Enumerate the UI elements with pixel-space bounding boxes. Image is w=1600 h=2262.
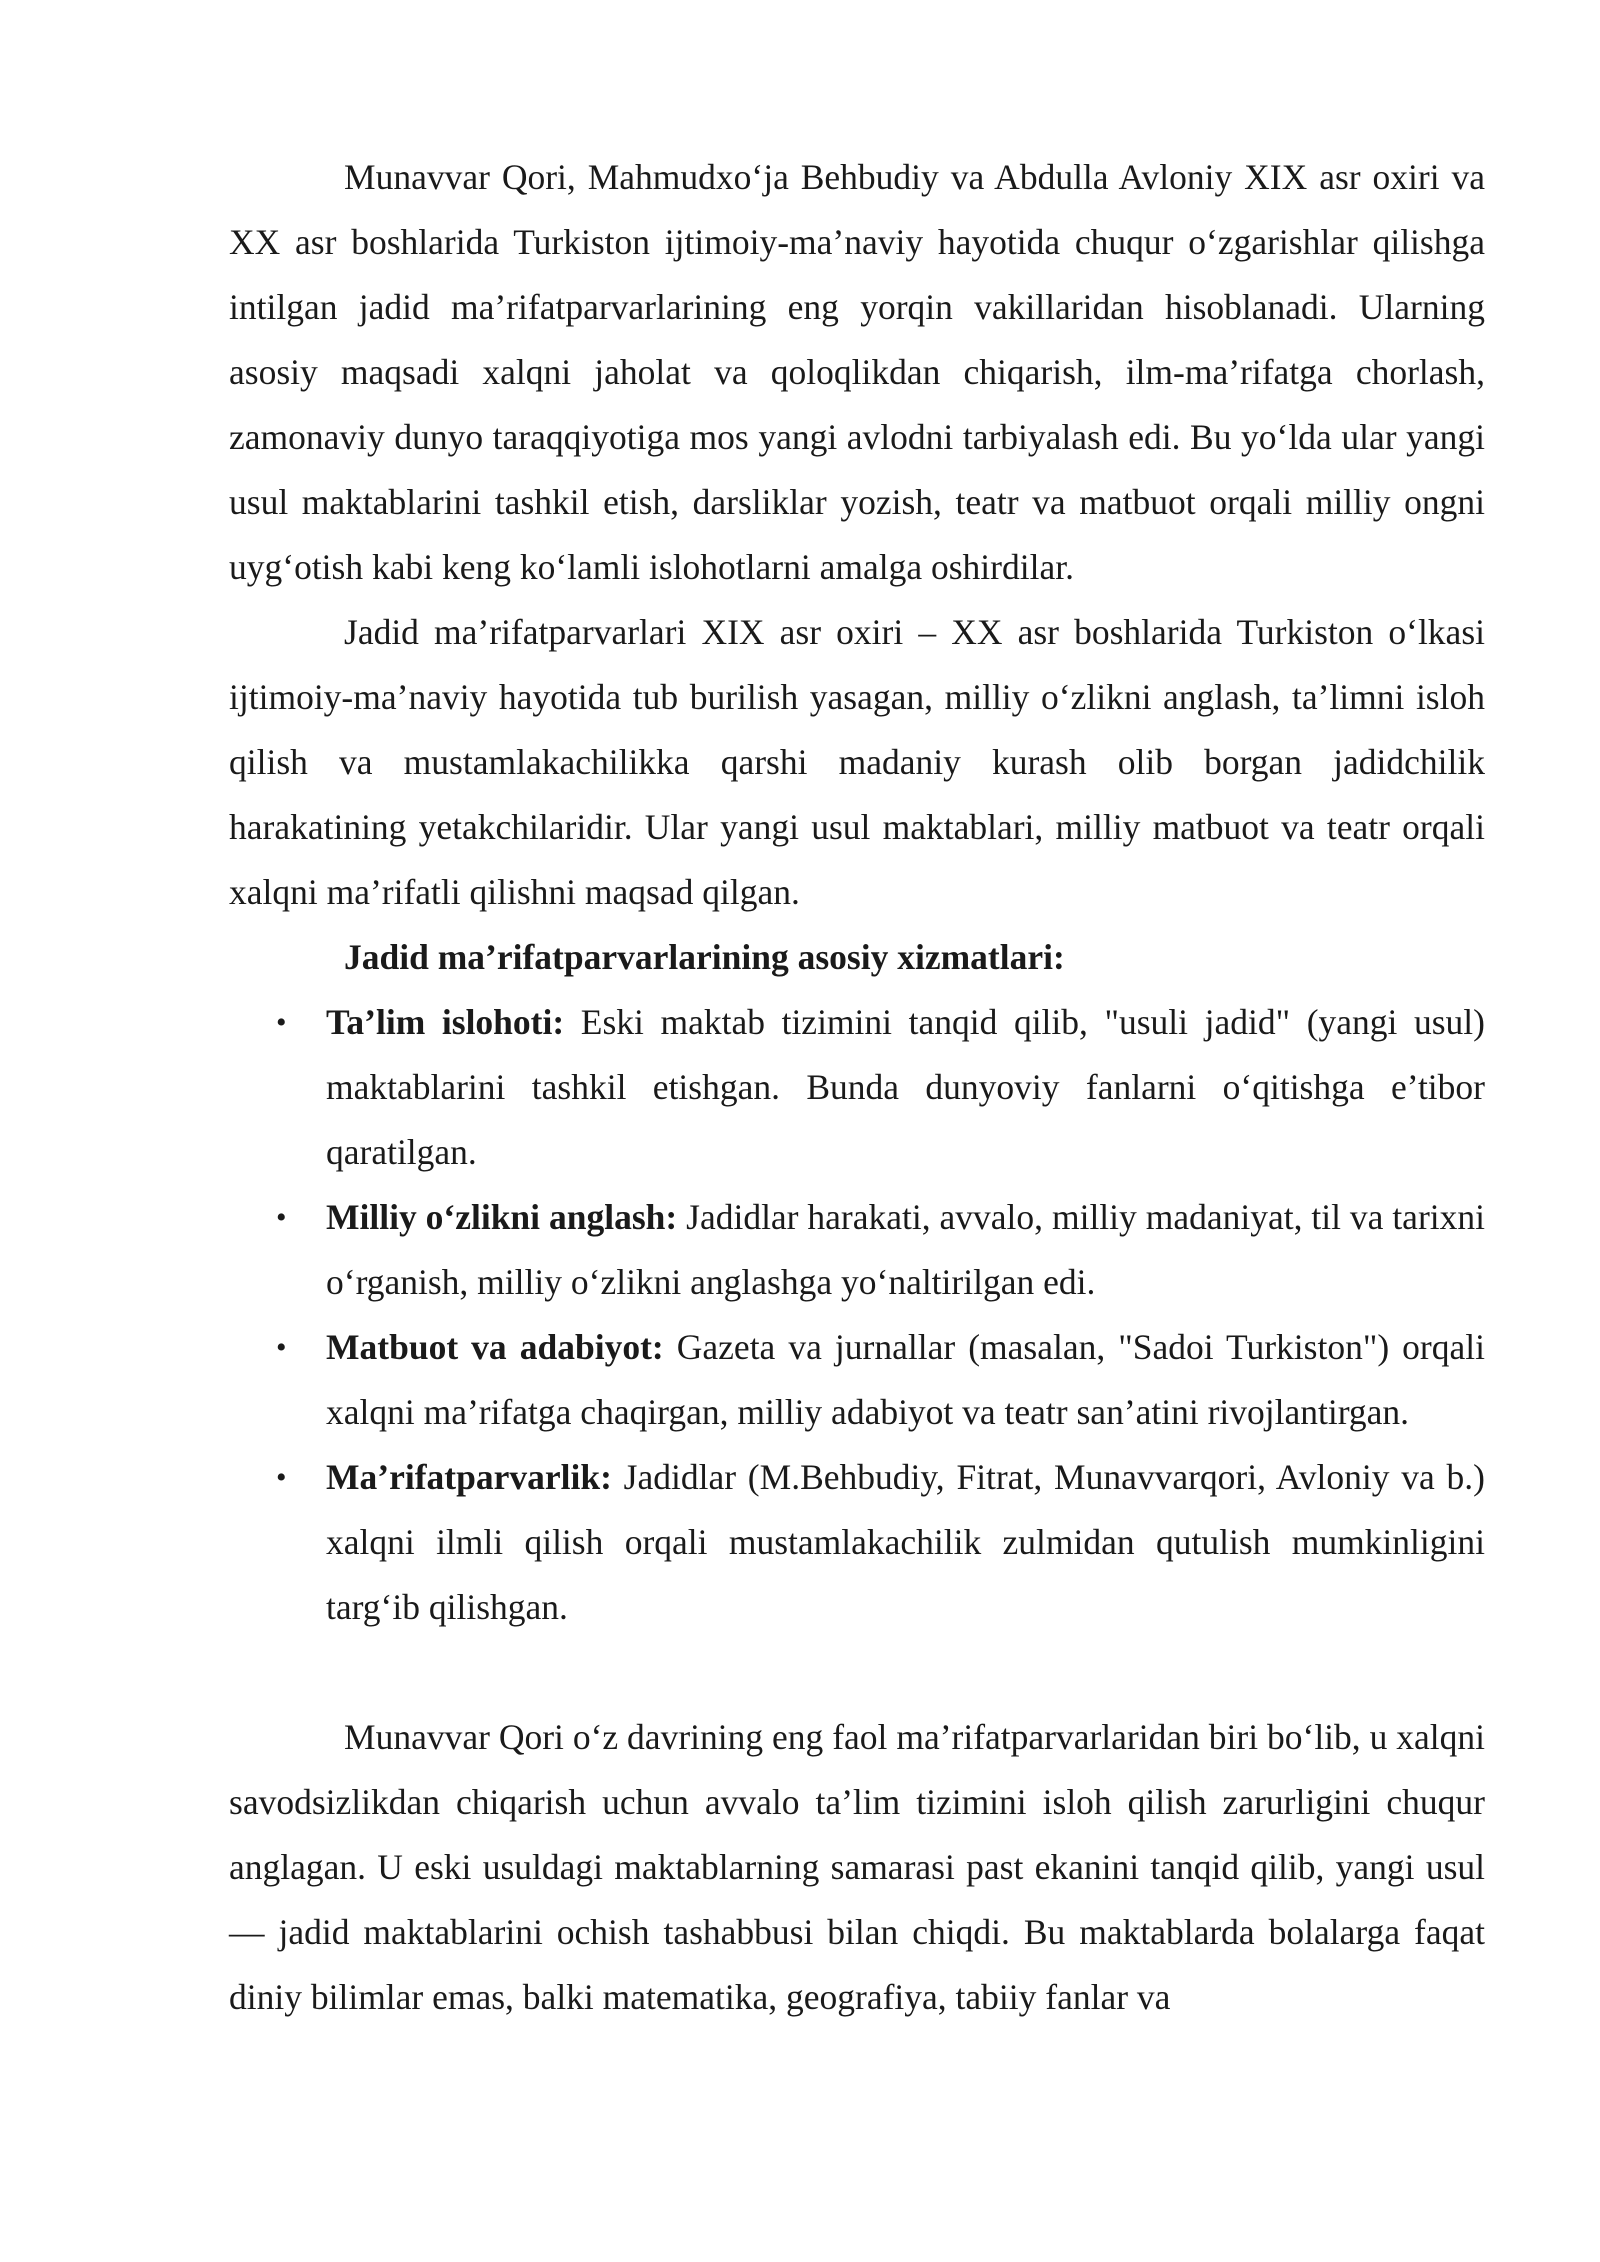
section-heading: Jadid ma’rifatparvarlarining asosiy xizmatlari: xyxy=(344,937,1065,977)
bullet-icon: • xyxy=(276,1331,287,1364)
list-item-text: Eski maktab tizimini tanqid qilib, "usuli jadid" (yangi usul) maktablarini tashkil etishgan. Bunda dunyoviy fanlarni o‘qitishga e’tibor qaratilgan. xyxy=(326,1002,1485,1172)
list-item-term: Ma’rifatparvarlik: xyxy=(326,1457,612,1497)
list-item xyxy=(229,1315,1485,1445)
list-item xyxy=(229,1185,1485,1315)
list-item-term: Matbuot va adabiyot: xyxy=(326,1327,664,1367)
list-item xyxy=(229,1445,1485,1640)
list-item-text: Gazeta va jurnallar (masalan, "Sadoi Turkiston") orqali xalqni ma’rifatga chaqirgan, milliy adabiyot va teatr san’atini rivojlantirgan. xyxy=(326,1327,1485,1432)
bullet-icon: • xyxy=(276,1006,287,1039)
list-item-text: Jadidlar harakati, avvalo, milliy madaniyat, til va tarixni o‘rganish, milliy o‘zlikni anglashga yo‘naltirilgan edi. xyxy=(326,1197,1485,1302)
paragraph-jadid-overview: Jadid ma’rifatparvarlari XIX asr oxiri – XX asr boshlarida Turkiston o‘lkasi ijtimoiy-ma’naviy hayotida tub burilish yasagan, milliy o‘zlikni anglash, ta’limni isloh qilish va mustamlakachilikka qarshi madaniy kurash olib borgan jadidchilik harakatining yetakchilaridir. Ular yangi usul maktablari, milliy matbuot va teatr orqali xalqni ma’rifatli qilishni maqsad qilgan. xyxy=(229,612,1485,912)
list-item-text: Jadidlar (M.Behbudiy, Fitrat, Munavvarqori, Avloniy va b.) xalqni ilmli qilish orqali mustamlakachilik zulmidan qutulish mumkinligini targ‘ib qilishgan. xyxy=(326,1457,1485,1627)
bullet-icon: • xyxy=(276,1461,287,1494)
list-item-term: Ta’lim islohoti: xyxy=(326,1002,565,1042)
document-body xyxy=(229,145,1485,2030)
paragraph-munavvar-qori: Munavvar Qori o‘z davrining eng faol ma’rifatparvarlaridan biri bo‘lib, u xalqni savodsizlikdan chiqarish uchun avvalo ta’lim tizimini isloh qilish zarurligini chuqur anglagan. U eski usuldagi maktablarning samarasi past ekanini tanqid qilib, yangi usul — jadid maktablarini ochish tashabbusi bilan chiqdi. Bu maktablarda bolalarga faqat diniy bilimlar emas, balki matematika, geografiya, tabiiy fanlar va xyxy=(229,1717,1485,2017)
paragraph-intro: Munavvar Qori, Mahmudxo‘ja Behbudiy va Abdulla Avloniy XIX asr oxiri va XX asr boshlarida Turkiston ijtimoiy-ma’naviy hayotida chuqur o‘zgarishlar qilishga intilgan jadid ma’rifatparvarlarining eng yorqin vakillaridan hisoblanadi. Ularning asosiy maqsadi xalqni jaholat va qoloqlikdan chiqarish, ilm-ma’rifatga chorlash, zamonaviy dunyo taraqqiyotiga mos yangi avlodni tarbiyalash edi. Bu yo‘lda ular yangi usul maktablarini tashkil etish, darsliklar yozish, teatr va matbuot orqali milliy ongni uyg‘otish kabi keng ko‘lamli islohotlarni amalga oshirdilar. xyxy=(229,157,1485,587)
list-item-term: Milliy o‘zlikni anglash: xyxy=(326,1197,678,1237)
blank-line xyxy=(229,1640,1485,1705)
services-list xyxy=(229,990,1485,1640)
bullet-icon: • xyxy=(276,1201,287,1234)
list-item xyxy=(229,990,1485,1185)
